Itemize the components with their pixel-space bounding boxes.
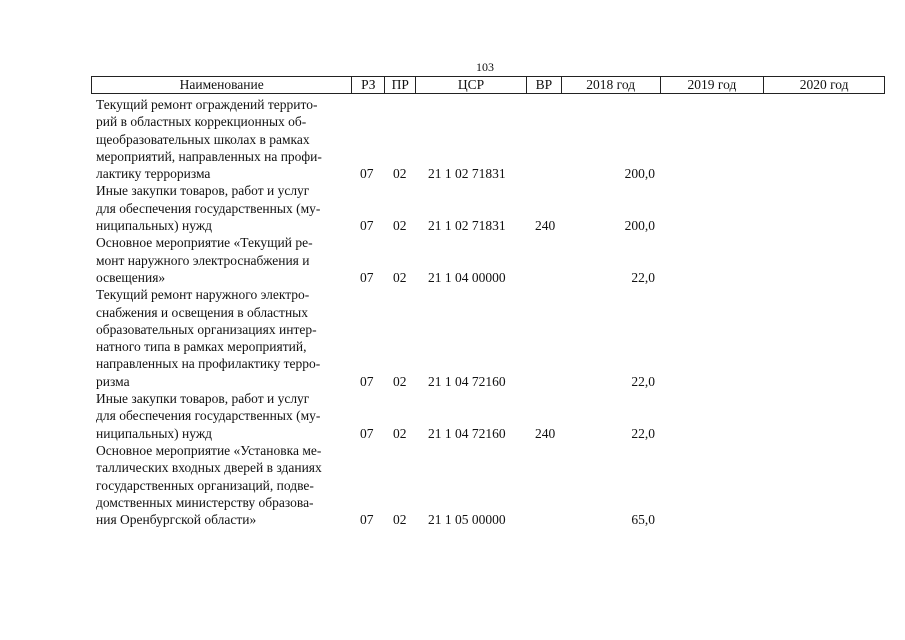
row-name-line: ризма [96, 373, 130, 389]
row-csr: 21 1 04 72160 [428, 425, 506, 441]
row-rz: 07 [360, 512, 374, 528]
row-name-line: Основное мероприятие «Установка ме- [96, 442, 322, 458]
row-name [96, 234, 348, 286]
row-name-line: таллических входных дверей в зданиях [96, 460, 322, 476]
table-row [0, 182, 905, 234]
row-csr: 21 1 02 71831 [428, 218, 506, 234]
row-name-line: освещения» [96, 269, 166, 285]
row-2018: 22,0 [631, 269, 655, 285]
row-name-line: монт наружного электроснабжения и [96, 252, 310, 268]
header-name: Наименование [92, 77, 352, 93]
row-rz: 07 [360, 166, 374, 182]
row-name [96, 286, 348, 390]
row-name-line: для обеспечения государственных (му- [96, 200, 321, 216]
row-name-line: для обеспечения государственных (му- [96, 408, 321, 424]
table-row [0, 96, 905, 182]
header-2020: 2020 год [799, 77, 849, 93]
row-rz: 07 [360, 373, 374, 389]
row-name [96, 390, 348, 442]
header-vr: ВР [527, 77, 562, 93]
row-name [96, 96, 348, 182]
row-csr: 21 1 04 00000 [428, 269, 506, 285]
row-pr: 02 [393, 425, 407, 441]
row-name-line: снабжения и освещения в областных [96, 304, 308, 320]
row-2018: 200,0 [624, 218, 655, 234]
header-csr: ЦСР [416, 77, 527, 93]
page-number: 103 [476, 60, 494, 74]
row-csr: 21 1 05 00000 [428, 512, 506, 528]
row-name-line: мероприятий, направленных на профи- [96, 148, 322, 164]
row-name-line: Иные закупки товаров, работ и услуг [96, 183, 310, 199]
row-name-line: государственных организаций, подве- [96, 477, 314, 493]
table-row [0, 286, 905, 390]
row-name-line: Текущий ремонт ограждений террито- [96, 97, 318, 112]
row-pr: 02 [393, 218, 407, 234]
row-2018: 65,0 [631, 512, 655, 528]
row-name-line: Текущий ремонт наружного электро- [96, 287, 310, 303]
table-row [0, 442, 905, 528]
row-csr: 21 1 04 72160 [428, 373, 506, 389]
row-pr: 02 [393, 269, 407, 285]
header-2019: 2019 год [661, 77, 765, 93]
row-name-line: натного типа в рамках мероприятий, [96, 339, 307, 355]
row-name [96, 182, 348, 234]
row-name-line: ниципальных) нужд [96, 425, 213, 441]
table-header [91, 76, 885, 94]
header-pr: ПР [385, 77, 416, 93]
table-body [0, 96, 905, 528]
row-name-line: ниципальных) нужд [96, 218, 213, 234]
row-pr: 02 [393, 373, 407, 389]
row-pr: 02 [393, 512, 407, 528]
row-name-line: лактику терроризма [96, 166, 211, 182]
row-rz: 07 [360, 425, 374, 441]
row-pr: 02 [393, 166, 407, 182]
row-name-line: домственных министерству образова- [96, 494, 314, 510]
row-2018: 22,0 [631, 373, 655, 389]
row-2018: 22,0 [631, 425, 655, 441]
row-name [96, 442, 348, 528]
row-vr: 240 [535, 218, 556, 234]
row-name-line: Иные закупки товаров, работ и услуг [96, 391, 310, 407]
header-rz: РЗ [352, 77, 385, 93]
row-rz: 07 [360, 218, 374, 234]
row-name-line: Основное мероприятие «Текущий ре- [96, 235, 313, 251]
table-row [0, 234, 905, 286]
row-name-line: направленных на профилактику терро- [96, 356, 321, 372]
header-2018: 2018 год [562, 77, 661, 93]
row-name-line: рий в областных коррекционных об- [96, 114, 307, 130]
row-name-line: щеобразовательных школах в рамках [96, 131, 310, 147]
row-name-line: образовательных организациях интер- [96, 321, 317, 337]
table-row [0, 390, 905, 442]
row-csr: 21 1 02 71831 [428, 166, 506, 182]
row-2018: 200,0 [624, 166, 655, 182]
row-name-line: ния Оренбургской области» [96, 512, 257, 528]
row-rz: 07 [360, 269, 374, 285]
row-vr: 240 [535, 425, 556, 441]
